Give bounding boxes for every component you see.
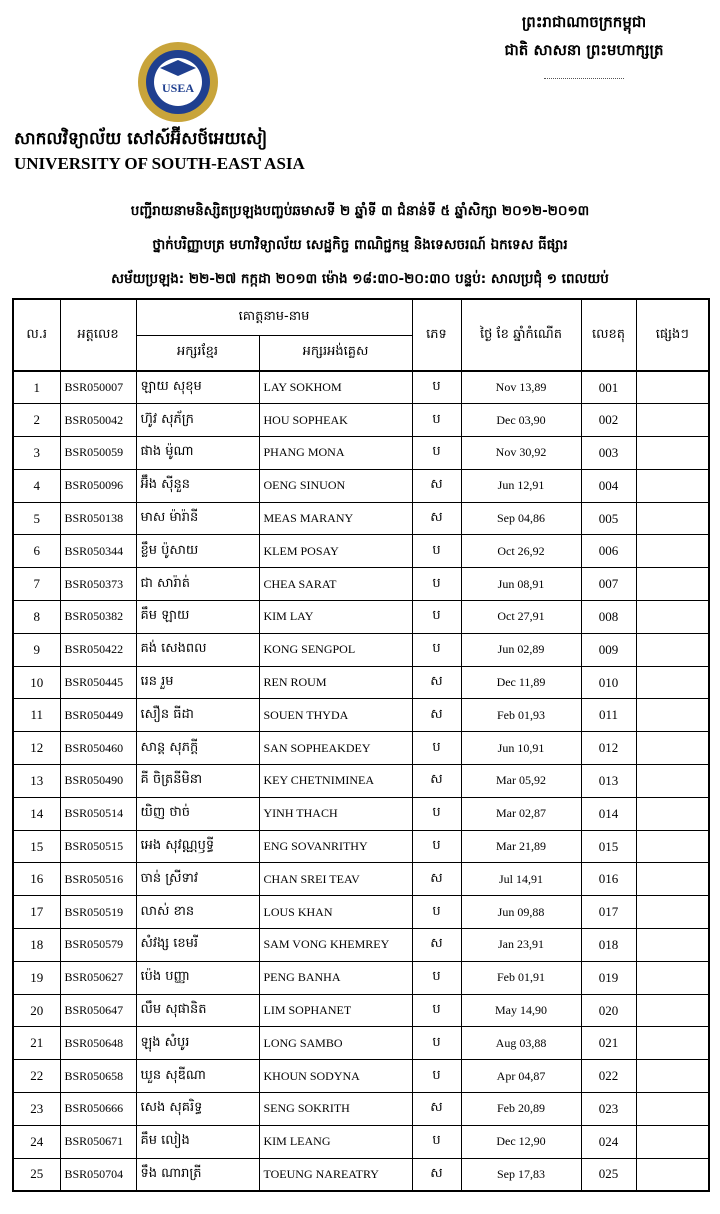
cell-kh: សំវង្ស ខេមរី — [136, 929, 259, 962]
cell-note — [636, 666, 709, 699]
cell-kh: ចាន់ ស្រីទាវ — [136, 863, 259, 896]
table-row — [13, 1158, 709, 1191]
cell-dob: Feb 20,89 — [461, 1093, 581, 1126]
cell-sex: ស — [412, 666, 461, 699]
student-list-table — [12, 298, 710, 1192]
cell-seat: 016 — [581, 863, 636, 896]
cell-kh: មាស ម៉ារ៉ានី — [136, 502, 259, 535]
cell-note — [636, 1060, 709, 1093]
cell-note — [636, 830, 709, 863]
cell-sex: ប — [412, 830, 461, 863]
table-row — [13, 568, 709, 601]
cell-en: ENG SOVANRITHY — [259, 830, 412, 863]
cell-note — [636, 732, 709, 765]
cell-dob: Nov 30,92 — [461, 437, 581, 470]
cell-sex: ស — [412, 699, 461, 732]
table-body — [13, 371, 709, 1191]
cell-kh: ឡុង សំបូរ — [136, 1027, 259, 1060]
cell-dob: Feb 01,93 — [461, 699, 581, 732]
cell-en: PENG BANHA — [259, 961, 412, 994]
exam-schedule: សម័យប្រឡង: ២២-២៧ កក្កដា ២០១៣ ម៉ោង ១៨:៣០-២០:៣០ បន្ទប់: សាលប្រជុំ ១ ពេលយប់ — [111, 271, 609, 287]
cell-no: 5 — [13, 502, 60, 535]
table-row — [13, 929, 709, 962]
cell-en: LIM SOPHANET — [259, 994, 412, 1027]
cell-seat: 022 — [581, 1060, 636, 1093]
cell-en: PHANG MONA — [259, 437, 412, 470]
cell-code: BSR050704 — [60, 1158, 136, 1191]
cell-no: 23 — [13, 1093, 60, 1126]
cell-no: 1 — [13, 371, 60, 404]
table-row — [13, 601, 709, 634]
cell-dob: Oct 27,91 — [461, 601, 581, 634]
cell-sex: ប — [412, 1060, 461, 1093]
cell-en: SOUEN THYDA — [259, 699, 412, 732]
cell-kh: ប៉េង បញ្ញា — [136, 961, 259, 994]
document-subtitle: ថ្នាក់បរិញ្ញាបត្រ មហាវិទ្យាល័យ សេដ្ឋកិច្ច ពាណិជ្ជកម្ម និងទេសចរណ៍ ឯកទេស ធីផ្សារ — [152, 237, 568, 253]
cell-sex: ប — [412, 601, 461, 634]
cell-kh: គី ចិត្រនីមិនា — [136, 765, 259, 798]
cell-no: 11 — [13, 699, 60, 732]
cell-code: BSR050519 — [60, 896, 136, 929]
cell-code: BSR050671 — [60, 1125, 136, 1158]
header-code: អត្តលេខ — [60, 299, 136, 371]
national-motto: ជាតិ សាសនា ព្រះមហាក្សត្រ — [504, 41, 664, 59]
cell-seat: 021 — [581, 1027, 636, 1060]
cell-seat: 018 — [581, 929, 636, 962]
cell-no: 3 — [13, 437, 60, 470]
cell-code: BSR050382 — [60, 601, 136, 634]
cell-code: BSR050658 — [60, 1060, 136, 1093]
cell-dob: Mar 21,89 — [461, 830, 581, 863]
cell-seat: 011 — [581, 699, 636, 732]
cell-code: BSR050138 — [60, 502, 136, 535]
cell-no: 6 — [13, 535, 60, 568]
cell-sex: ប — [412, 437, 461, 470]
cell-note — [636, 469, 709, 502]
cell-kh: គង់ សេងពល — [136, 633, 259, 666]
table-row — [13, 1125, 709, 1158]
cell-no: 18 — [13, 929, 60, 962]
header-name-group: គោត្តនាម-នាម — [136, 299, 412, 335]
cell-code: BSR050449 — [60, 699, 136, 732]
cell-sex: ប — [412, 1125, 461, 1158]
cell-no: 14 — [13, 797, 60, 830]
cell-no: 4 — [13, 469, 60, 502]
cell-no: 24 — [13, 1125, 60, 1158]
table-row — [13, 765, 709, 798]
cell-en: CHAN SREI TEAV — [259, 863, 412, 896]
cell-dob: Jan 23,91 — [461, 929, 581, 962]
cell-note — [636, 404, 709, 437]
cell-note — [636, 896, 709, 929]
cell-no: 21 — [13, 1027, 60, 1060]
cell-code: BSR050344 — [60, 535, 136, 568]
cell-en: YINH THACH — [259, 797, 412, 830]
cell-en: KEY CHETNIMINEA — [259, 765, 412, 798]
cell-kh: ហ៊ូវ សុភ័ក្រ — [136, 404, 259, 437]
cell-sex: ស — [412, 929, 461, 962]
table-row — [13, 896, 709, 929]
table-row — [13, 1060, 709, 1093]
cell-kh: គឹម ឡាយ — [136, 601, 259, 634]
cell-kh: យិញ ថាច់ — [136, 797, 259, 830]
cell-dob: Aug 03,88 — [461, 1027, 581, 1060]
cell-seat: 004 — [581, 469, 636, 502]
cell-kh: ឡាយ សុខុម — [136, 371, 259, 404]
header-note: ផ្សេងៗ — [636, 299, 709, 371]
cell-seat: 003 — [581, 437, 636, 470]
cell-dob: Sep 04,86 — [461, 502, 581, 535]
cell-kh: ផាង ម៉ូណា — [136, 437, 259, 470]
cell-kh: លាស់ ខាន — [136, 896, 259, 929]
table-row — [13, 797, 709, 830]
cell-dob: Dec 11,89 — [461, 666, 581, 699]
cell-seat: 023 — [581, 1093, 636, 1126]
cell-en: REN ROUM — [259, 666, 412, 699]
cell-code: BSR050515 — [60, 830, 136, 863]
cell-note — [636, 961, 709, 994]
cell-en: TOEUNG NAREATRY — [259, 1158, 412, 1191]
cell-sex: ស — [412, 1093, 461, 1126]
cell-sex: ស — [412, 502, 461, 535]
cell-dob: Mar 02,87 — [461, 797, 581, 830]
cell-sex: ស — [412, 469, 461, 502]
table-row — [13, 961, 709, 994]
table-row — [13, 1093, 709, 1126]
table-row — [13, 502, 709, 535]
cell-note — [636, 797, 709, 830]
cell-no: 22 — [13, 1060, 60, 1093]
header-no: ល.រ — [13, 299, 60, 371]
table-row — [13, 830, 709, 863]
cell-dob: Jun 08,91 — [461, 568, 581, 601]
cell-note — [636, 863, 709, 896]
cell-seat: 006 — [581, 535, 636, 568]
header-sex: ភេទ — [412, 299, 461, 371]
cell-dob: Feb 01,91 — [461, 961, 581, 994]
cell-note — [636, 535, 709, 568]
cell-no: 7 — [13, 568, 60, 601]
cell-sex: ប — [412, 797, 461, 830]
cell-en: MEAS MARANY — [259, 502, 412, 535]
cell-seat: 017 — [581, 896, 636, 929]
cell-sex: ស — [412, 863, 461, 896]
cell-code: BSR050096 — [60, 469, 136, 502]
cell-seat: 012 — [581, 732, 636, 765]
cell-sex: ប — [412, 404, 461, 437]
table-row — [13, 863, 709, 896]
cell-kh: អ៊ឹង ស៊ីនួន — [136, 469, 259, 502]
cell-en: KHOUN SODYNA — [259, 1060, 412, 1093]
cell-kh: ឃួន សុឌីណា — [136, 1060, 259, 1093]
cell-seat: 013 — [581, 765, 636, 798]
cell-en: LOUS KHAN — [259, 896, 412, 929]
table-row — [13, 1027, 709, 1060]
cell-note — [636, 1158, 709, 1191]
cell-no: 8 — [13, 601, 60, 634]
cell-note — [636, 1027, 709, 1060]
cell-note — [636, 371, 709, 404]
cell-no: 2 — [13, 404, 60, 437]
cell-no: 12 — [13, 732, 60, 765]
cell-note — [636, 765, 709, 798]
motto-divider — [544, 78, 624, 79]
table-row — [13, 371, 709, 404]
cell-sex: ស — [412, 765, 461, 798]
cell-no: 16 — [13, 863, 60, 896]
cell-kh: ទឹង ណារាត្រី — [136, 1158, 259, 1191]
cell-kh: សឿន ធីដា — [136, 699, 259, 732]
cell-kh: គឹម លៀង — [136, 1125, 259, 1158]
cell-en: KLEM POSAY — [259, 535, 412, 568]
cell-seat: 010 — [581, 666, 636, 699]
cell-kh: លឹម សុផានិត — [136, 994, 259, 1027]
header-dob: ថ្ងៃ ខែ ឆ្នាំកំណើត — [461, 299, 581, 371]
cell-no: 13 — [13, 765, 60, 798]
kingdom-name: ព្រះរាជាណាចក្រកម្ពុជា — [521, 13, 647, 31]
cell-code: BSR050516 — [60, 863, 136, 896]
cell-note — [636, 1093, 709, 1126]
cell-no: 19 — [13, 961, 60, 994]
university-name-kh: សាកលវិទ្យាល័យ សៅស៍អ៊ីសថ៍អេយសៀ — [14, 129, 268, 149]
header-name-en: អក្សរអង់គ្លេស — [259, 335, 412, 371]
cell-note — [636, 994, 709, 1027]
cell-sex: ប — [412, 633, 461, 666]
university-name-en: UNIVERSITY OF SOUTH-EAST ASIA — [14, 154, 305, 173]
table-row — [13, 404, 709, 437]
table-row — [13, 633, 709, 666]
cell-no: 9 — [13, 633, 60, 666]
cell-seat: 005 — [581, 502, 636, 535]
cell-seat: 009 — [581, 633, 636, 666]
cell-no: 17 — [13, 896, 60, 929]
cell-no: 15 — [13, 830, 60, 863]
cell-dob: May 14,90 — [461, 994, 581, 1027]
cell-note — [636, 437, 709, 470]
cell-en: OENG SINUON — [259, 469, 412, 502]
cell-kh: ខ្លឹម ប៉ូសាយ — [136, 535, 259, 568]
cell-dob: Dec 03,90 — [461, 404, 581, 437]
table-row — [13, 437, 709, 470]
cell-seat: 024 — [581, 1125, 636, 1158]
cell-dob: Mar 05,92 — [461, 765, 581, 798]
cell-dob: Jun 09,88 — [461, 896, 581, 929]
cell-no: 25 — [13, 1158, 60, 1191]
cell-code: BSR050007 — [60, 371, 136, 404]
cell-kh: អេង សុវណ្ណឫទ្ធី — [136, 830, 259, 863]
cell-sex: ប — [412, 535, 461, 568]
table-row — [13, 535, 709, 568]
cell-code: BSR050627 — [60, 961, 136, 994]
cell-dob: Apr 04,87 — [461, 1060, 581, 1093]
cell-code: BSR050422 — [60, 633, 136, 666]
cell-kh: រេន រួម — [136, 666, 259, 699]
cell-seat: 007 — [581, 568, 636, 601]
cell-dob: Jul 14,91 — [461, 863, 581, 896]
document-title: បញ្ជីរាយនាមនិស្សិតប្រឡងបញ្ចប់ឆមាសទី ២ ឆ្នាំទី ៣ ជំនាន់ទី ៥ ឆ្នាំសិក្សា ២០១២-២០១៣ — [130, 203, 590, 219]
cell-code: BSR050514 — [60, 797, 136, 830]
cell-sex: ប — [412, 961, 461, 994]
cell-seat: 015 — [581, 830, 636, 863]
cell-code: BSR050648 — [60, 1027, 136, 1060]
table-row — [13, 994, 709, 1027]
table-row — [13, 732, 709, 765]
cell-code: BSR050460 — [60, 732, 136, 765]
cell-dob: Jun 10,91 — [461, 732, 581, 765]
cell-kh: សេង សុគរិទ្ធ — [136, 1093, 259, 1126]
cell-en: KIM LAY — [259, 601, 412, 634]
cell-code: BSR050042 — [60, 404, 136, 437]
cell-note — [636, 601, 709, 634]
cell-code: BSR050059 — [60, 437, 136, 470]
cell-dob: Nov 13,89 — [461, 371, 581, 404]
cell-sex: ប — [412, 568, 461, 601]
cell-sex: ប — [412, 1027, 461, 1060]
header-seat: លេខតុ — [581, 299, 636, 371]
cell-code: BSR050373 — [60, 568, 136, 601]
cell-dob: Sep 17,83 — [461, 1158, 581, 1191]
table-row — [13, 666, 709, 699]
cell-en: SAN SOPHEAKDEY — [259, 732, 412, 765]
cell-dob: Oct 26,92 — [461, 535, 581, 568]
cell-code: BSR050579 — [60, 929, 136, 962]
cell-seat: 014 — [581, 797, 636, 830]
cell-seat: 019 — [581, 961, 636, 994]
cell-code: BSR050666 — [60, 1093, 136, 1126]
university-logo — [136, 40, 220, 124]
cell-note — [636, 1125, 709, 1158]
cell-note — [636, 633, 709, 666]
cell-code: BSR050445 — [60, 666, 136, 699]
logo-text: USEA — [161, 81, 195, 95]
cell-dob: Jun 02,89 — [461, 633, 581, 666]
kingdom-motto — [484, 8, 684, 79]
cell-en: HOU SOPHEAK — [259, 404, 412, 437]
cell-en: KONG SENGPOL — [259, 633, 412, 666]
cell-seat: 025 — [581, 1158, 636, 1191]
cell-en: CHEA SARAT — [259, 568, 412, 601]
cell-sex: ប — [412, 732, 461, 765]
cell-note — [636, 699, 709, 732]
cell-dob: Jun 12,91 — [461, 469, 581, 502]
cell-seat: 020 — [581, 994, 636, 1027]
header-name-kh: អក្សរខ្មែរ — [136, 335, 259, 371]
table-row — [13, 469, 709, 502]
cell-no: 10 — [13, 666, 60, 699]
cell-sex: ប — [412, 896, 461, 929]
cell-seat: 008 — [581, 601, 636, 634]
cell-note — [636, 502, 709, 535]
cell-en: KIM LEANG — [259, 1125, 412, 1158]
table-row — [13, 699, 709, 732]
cell-en: SENG SOKRITH — [259, 1093, 412, 1126]
cell-seat: 001 — [581, 371, 636, 404]
cell-sex: ស — [412, 1158, 461, 1191]
cell-en: LONG SAMBO — [259, 1027, 412, 1060]
cell-kh: ជា សារ៉ាត់ — [136, 568, 259, 601]
cell-code: BSR050647 — [60, 994, 136, 1027]
cell-sex: ប — [412, 994, 461, 1027]
cell-dob: Dec 12,90 — [461, 1125, 581, 1158]
cell-note — [636, 568, 709, 601]
cell-en: SAM VONG KHEMREY — [259, 929, 412, 962]
cell-note — [636, 929, 709, 962]
cell-en: LAY SOKHOM — [259, 371, 412, 404]
cell-sex: ប — [412, 371, 461, 404]
cell-code: BSR050490 — [60, 765, 136, 798]
cell-kh: សាន្ត សុភក្តី — [136, 732, 259, 765]
cell-seat: 002 — [581, 404, 636, 437]
cell-no: 20 — [13, 994, 60, 1027]
